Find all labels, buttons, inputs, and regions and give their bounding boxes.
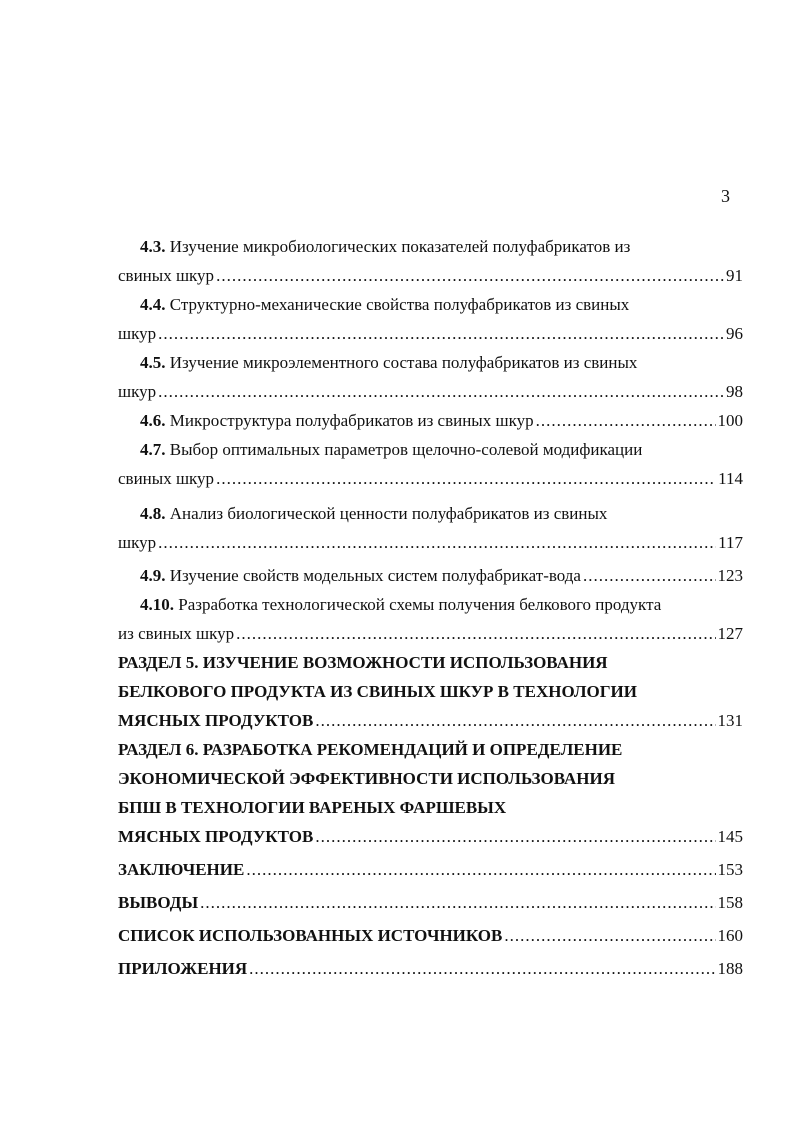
entry-page: 158 <box>717 893 743 912</box>
table-of-contents <box>118 232 743 983</box>
toc-conclusion[interactable] <box>118 855 743 884</box>
entry-number: 4.6. <box>140 411 166 430</box>
entry-title-cont: шкур <box>118 533 157 552</box>
leader-dots <box>536 406 716 435</box>
toc-section-6[interactable] <box>118 735 743 851</box>
entry-page: 188 <box>717 959 743 978</box>
leader-dots <box>216 261 724 290</box>
toc-section-5[interactable] <box>118 648 743 735</box>
leader-dots <box>216 464 716 493</box>
entry-title: ВЫВОДЫ <box>118 893 199 912</box>
entry-page: 117 <box>718 533 743 552</box>
toc-entry-4-5[interactable] <box>118 348 743 406</box>
entry-page: 123 <box>717 566 743 585</box>
leader-dots <box>236 619 715 648</box>
entry-page: 127 <box>717 624 743 643</box>
entry-title-cont: шкур <box>118 382 157 401</box>
leader-dots <box>249 954 715 983</box>
entry-title-cont: свиных шкур <box>118 266 215 285</box>
entry-number: 4.5. <box>140 353 166 372</box>
entry-title: ПРИЛОЖЕНИЯ <box>118 959 248 978</box>
entry-title: Микроструктура полуфабрикатов из свиных шкур <box>169 411 534 430</box>
entry-page: 114 <box>718 469 743 488</box>
entry-number: 4.3. <box>140 237 166 256</box>
leader-dots <box>200 888 715 917</box>
entry-title-cont: из свиных шкур <box>118 624 235 643</box>
section-title-line: ЭКОНОМИЧЕСКОЙ ЭФФЕКТИВНОСТИ ИСПОЛЬЗОВАНИЯ <box>118 769 616 788</box>
section-page: 145 <box>717 827 743 846</box>
section-title-line: РАЗДЕЛ 5. ИЗУЧЕНИЕ ВОЗМОЖНОСТИ ИСПОЛЬЗОВАНИЯ <box>118 653 608 672</box>
section-page: 131 <box>717 711 743 730</box>
entry-title: Разработка технологической схемы получения белкового продукта <box>178 595 662 614</box>
leader-dots <box>583 561 716 590</box>
toc-appendices[interactable] <box>118 954 743 983</box>
leader-dots <box>315 822 715 851</box>
entry-number: 4.9. <box>140 566 166 585</box>
toc-entry-4-7[interactable] <box>118 435 743 493</box>
entry-page: 160 <box>717 926 743 945</box>
entry-number: 4.4. <box>140 295 166 314</box>
page-number: 3 <box>721 186 730 206</box>
toc-entry-4-8[interactable] <box>118 499 743 557</box>
section-title-line: БПШ В ТЕХНОЛОГИИ ВАРЕНЫХ ФАРШЕВЫХ <box>118 798 507 817</box>
entry-title: Изучение микробиологических показателей полуфабрикатов из <box>169 237 631 256</box>
entry-page: 153 <box>717 860 743 879</box>
entry-title: Структурно-механические свойства полуфабрикатов из свиных <box>169 295 630 314</box>
entry-title: ЗАКЛЮЧЕНИЕ <box>118 860 245 879</box>
entry-page: 91 <box>726 266 743 285</box>
entry-title: Изучение свойств модельных систем полуфабрикат-вода <box>169 566 581 585</box>
leader-dots <box>158 377 724 406</box>
toc-entry-4-4[interactable] <box>118 290 743 348</box>
entry-title-cont: шкур <box>118 324 157 343</box>
leader-dots <box>158 528 716 557</box>
toc-entry-4-10[interactable] <box>118 590 743 648</box>
toc-entry-4-6[interactable] <box>118 406 743 435</box>
entry-number: 4.7. <box>140 440 166 459</box>
section-title-line: БЕЛКОВОГО ПРОДУКТА ИЗ СВИНЫХ ШКУР В ТЕХНОЛОГИИ <box>118 682 637 701</box>
toc-entry-4-9[interactable] <box>118 561 743 590</box>
entry-title: Анализ биологической ценности полуфабрикатов из свиных <box>169 504 608 523</box>
entry-page: 100 <box>717 411 743 430</box>
leader-dots <box>504 921 715 950</box>
toc-references[interactable] <box>118 921 743 950</box>
entry-page: 98 <box>726 382 743 401</box>
entry-title-cont: свиных шкур <box>118 469 215 488</box>
toc-findings[interactable] <box>118 888 743 917</box>
toc-entry-4-3[interactable] <box>118 232 743 290</box>
section-title-line: РАЗДЕЛ 6. РАЗРАБОТКА РЕКОМЕНДАЦИЙ И ОПРЕДЕЛЕНИЕ <box>118 740 623 759</box>
entry-title: Изучение микроэлементного состава полуфабрикатов из свиных <box>169 353 638 372</box>
section-title-line: МЯСНЫХ ПРОДУКТОВ <box>118 711 314 730</box>
leader-dots <box>246 855 715 884</box>
entry-number: 4.10. <box>140 595 174 614</box>
entry-number: 4.8. <box>140 504 166 523</box>
entry-title: СПИСОК ИСПОЛЬЗОВАННЫХ ИСТОЧНИКОВ <box>118 926 503 945</box>
leader-dots <box>315 706 715 735</box>
entry-title: Выбор оптимальных параметров щелочно-солевой модификации <box>169 440 643 459</box>
section-title-line: МЯСНЫХ ПРОДУКТОВ <box>118 827 314 846</box>
entry-page: 96 <box>726 324 743 343</box>
leader-dots <box>158 319 724 348</box>
